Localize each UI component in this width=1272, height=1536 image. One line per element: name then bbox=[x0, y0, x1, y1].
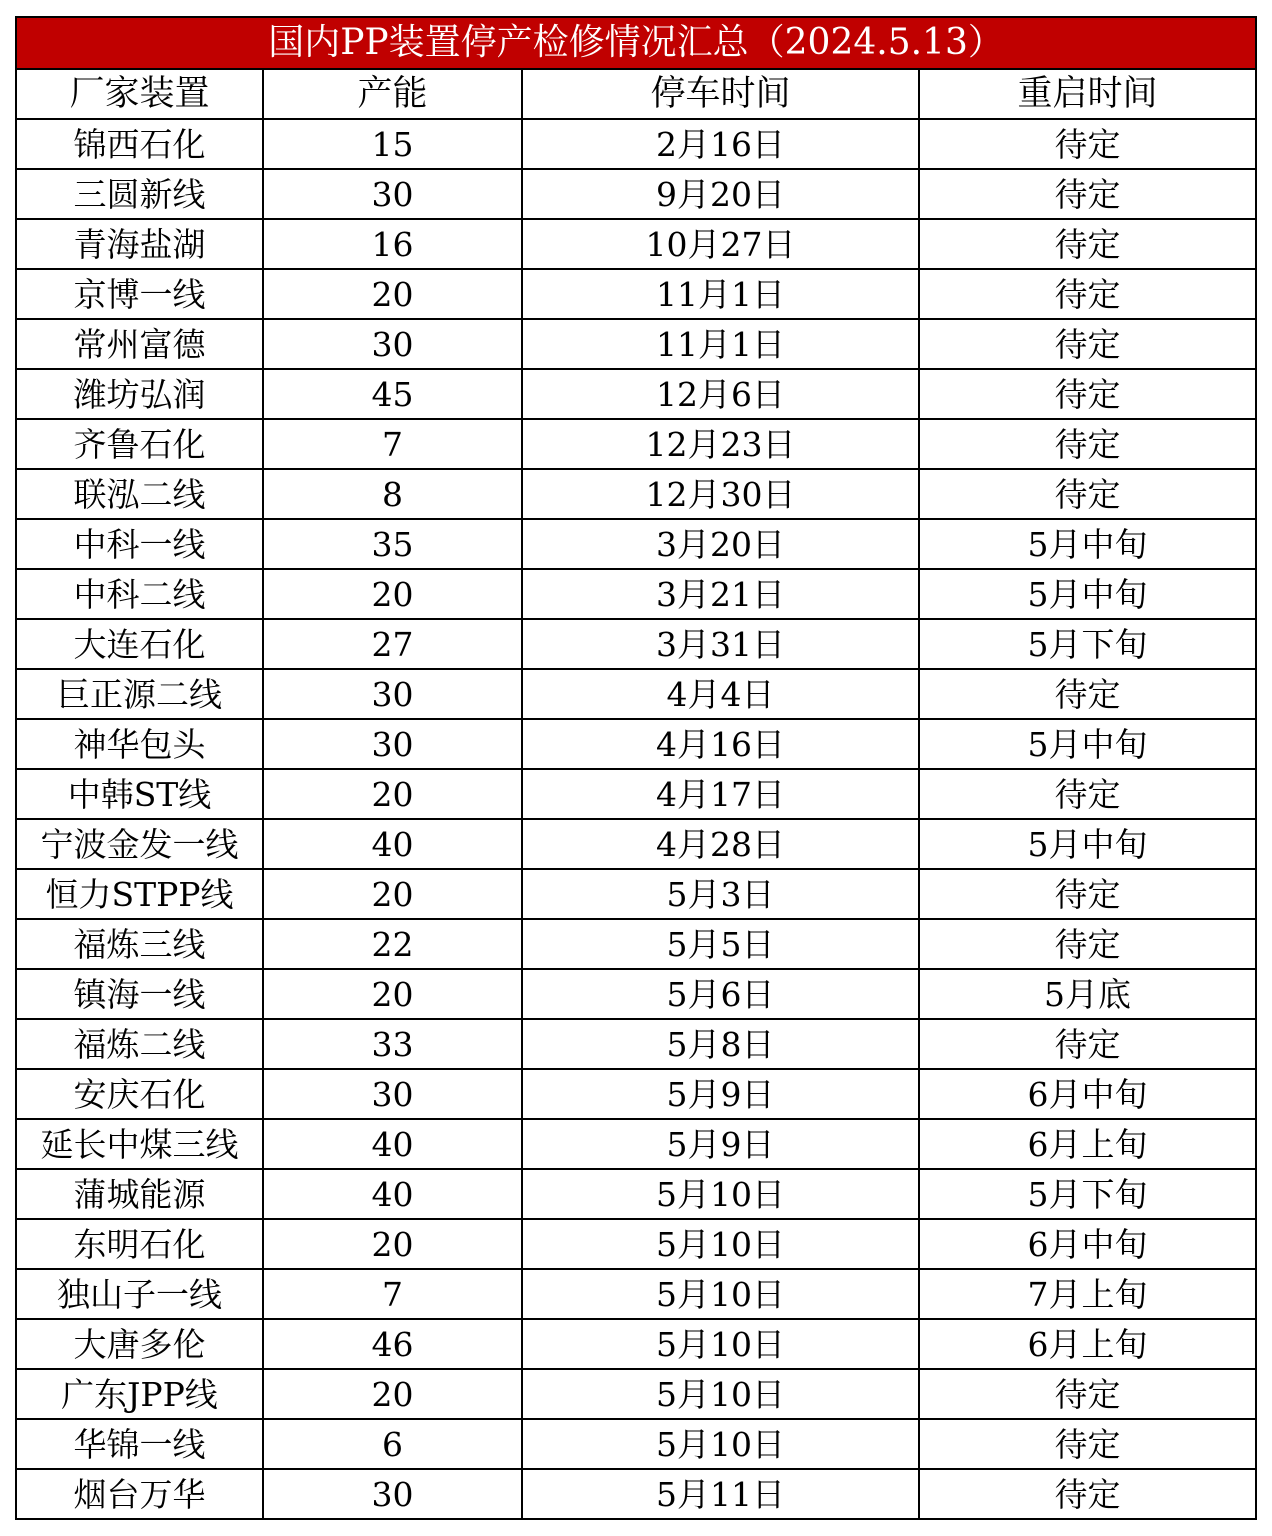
restart-time-cell: 待定 bbox=[919, 269, 1256, 319]
plant-cell: 安庆石化 bbox=[16, 1069, 263, 1119]
stop-time-cell: 2月16日 bbox=[522, 119, 919, 169]
restart-time-cell: 6月中旬 bbox=[919, 1069, 1256, 1119]
capacity-cell: 20 bbox=[263, 569, 522, 619]
capacity-cell: 30 bbox=[263, 1069, 522, 1119]
plant-cell: 延长中煤三线 bbox=[16, 1119, 263, 1169]
table-row bbox=[16, 1419, 1256, 1469]
table-row bbox=[16, 769, 1256, 819]
stop-time-cell: 4月17日 bbox=[522, 769, 919, 819]
capacity-cell: 40 bbox=[263, 1169, 522, 1219]
restart-time-cell: 待定 bbox=[919, 369, 1256, 419]
plant-cell: 常州富德 bbox=[16, 319, 263, 369]
plant-cell: 齐鲁石化 bbox=[16, 419, 263, 469]
plant-cell: 镇海一线 bbox=[16, 969, 263, 1019]
plant-cell: 华锦一线 bbox=[16, 1419, 263, 1469]
stop-time-cell: 5月10日 bbox=[522, 1419, 919, 1469]
plant-cell: 神华包头 bbox=[16, 719, 263, 769]
restart-time-cell: 7月上旬 bbox=[919, 1269, 1256, 1319]
restart-time-cell: 待定 bbox=[919, 1369, 1256, 1419]
stop-time-cell: 4月16日 bbox=[522, 719, 919, 769]
plant-cell: 锦西石化 bbox=[16, 119, 263, 169]
table-row bbox=[16, 1069, 1256, 1119]
stop-time-cell: 9月20日 bbox=[522, 169, 919, 219]
restart-time-cell: 6月上旬 bbox=[919, 1319, 1256, 1369]
stop-time-cell: 11月1日 bbox=[522, 269, 919, 319]
restart-time-cell: 5月下旬 bbox=[919, 619, 1256, 669]
stop-time-cell: 4月4日 bbox=[522, 669, 919, 719]
restart-time-cell: 待定 bbox=[919, 1419, 1256, 1469]
stop-time-cell: 5月6日 bbox=[522, 969, 919, 1019]
stop-time-cell: 5月10日 bbox=[522, 1319, 919, 1369]
table-row bbox=[16, 569, 1256, 619]
capacity-cell: 6 bbox=[263, 1419, 522, 1469]
table-row bbox=[16, 1219, 1256, 1269]
table-row bbox=[16, 1319, 1256, 1369]
restart-time-cell: 6月中旬 bbox=[919, 1219, 1256, 1269]
capacity-cell: 20 bbox=[263, 869, 522, 919]
plant-cell: 大唐多伦 bbox=[16, 1319, 263, 1369]
plant-cell: 蒲城能源 bbox=[16, 1169, 263, 1219]
stop-time-cell: 12月30日 bbox=[522, 469, 919, 519]
restart-time-cell: 6月上旬 bbox=[919, 1119, 1256, 1169]
capacity-cell: 22 bbox=[263, 919, 522, 969]
table-title: 国内PP装置停产检修情况汇总（2024.5.13） bbox=[16, 17, 1256, 69]
stop-time-cell: 3月21日 bbox=[522, 569, 919, 619]
restart-time-cell: 待定 bbox=[919, 319, 1256, 369]
restart-time-cell: 待定 bbox=[919, 769, 1256, 819]
stop-time-cell: 5月9日 bbox=[522, 1119, 919, 1169]
stop-time-cell: 5月10日 bbox=[522, 1169, 919, 1219]
stop-time-cell: 5月8日 bbox=[522, 1019, 919, 1069]
table-row bbox=[16, 369, 1256, 419]
capacity-cell: 33 bbox=[263, 1019, 522, 1069]
table-row bbox=[16, 519, 1256, 569]
restart-time-cell: 5月中旬 bbox=[919, 519, 1256, 569]
table-row bbox=[16, 219, 1256, 269]
maintenance-table bbox=[15, 16, 1257, 1520]
capacity-cell: 35 bbox=[263, 519, 522, 569]
restart-time-cell: 5月中旬 bbox=[919, 819, 1256, 869]
capacity-cell: 30 bbox=[263, 319, 522, 369]
restart-time-cell: 待定 bbox=[919, 1019, 1256, 1069]
restart-time-cell: 待定 bbox=[919, 219, 1256, 269]
restart-time-cell: 待定 bbox=[919, 919, 1256, 969]
plant-cell: 烟台万华 bbox=[16, 1469, 263, 1519]
capacity-cell: 30 bbox=[263, 669, 522, 719]
capacity-cell: 20 bbox=[263, 769, 522, 819]
table-row bbox=[16, 719, 1256, 769]
table-row bbox=[16, 1269, 1256, 1319]
table-body bbox=[16, 119, 1256, 1519]
capacity-cell: 20 bbox=[263, 1369, 522, 1419]
capacity-cell: 30 bbox=[263, 719, 522, 769]
column-header-capacity: 产能 bbox=[263, 69, 522, 119]
restart-time-cell: 待定 bbox=[919, 669, 1256, 719]
restart-time-cell: 待定 bbox=[919, 1469, 1256, 1519]
capacity-cell: 45 bbox=[263, 369, 522, 419]
column-header-stop-time: 停车时间 bbox=[522, 69, 919, 119]
table-row bbox=[16, 1369, 1256, 1419]
capacity-cell: 27 bbox=[263, 619, 522, 669]
table-row bbox=[16, 1469, 1256, 1519]
plant-cell: 潍坊弘润 bbox=[16, 369, 263, 419]
plant-cell: 宁波金发一线 bbox=[16, 819, 263, 869]
stop-time-cell: 3月20日 bbox=[522, 519, 919, 569]
table-row bbox=[16, 669, 1256, 719]
table-row bbox=[16, 869, 1256, 919]
plant-cell: 福炼二线 bbox=[16, 1019, 263, 1069]
capacity-cell: 40 bbox=[263, 1119, 522, 1169]
column-header-plant: 厂家装置 bbox=[16, 69, 263, 119]
stop-time-cell: 5月9日 bbox=[522, 1069, 919, 1119]
table-row bbox=[16, 1019, 1256, 1069]
capacity-cell: 30 bbox=[263, 169, 522, 219]
table-row bbox=[16, 119, 1256, 169]
capacity-cell: 8 bbox=[263, 469, 522, 519]
table-row bbox=[16, 919, 1256, 969]
table-row bbox=[16, 619, 1256, 669]
plant-cell: 恒力STPP线 bbox=[16, 869, 263, 919]
stop-time-cell: 5月10日 bbox=[522, 1269, 919, 1319]
stop-time-cell: 5月10日 bbox=[522, 1219, 919, 1269]
restart-time-cell: 5月下旬 bbox=[919, 1169, 1256, 1219]
plant-cell: 京博一线 bbox=[16, 269, 263, 319]
capacity-cell: 20 bbox=[263, 969, 522, 1019]
capacity-cell: 20 bbox=[263, 1219, 522, 1269]
restart-time-cell: 5月中旬 bbox=[919, 569, 1256, 619]
table-row bbox=[16, 469, 1256, 519]
capacity-cell: 7 bbox=[263, 419, 522, 469]
stop-time-cell: 11月1日 bbox=[522, 319, 919, 369]
stop-time-cell: 12月6日 bbox=[522, 369, 919, 419]
plant-cell: 中韩ST线 bbox=[16, 769, 263, 819]
plant-cell: 巨正源二线 bbox=[16, 669, 263, 719]
capacity-cell: 16 bbox=[263, 219, 522, 269]
plant-cell: 三圆新线 bbox=[16, 169, 263, 219]
table-row bbox=[16, 419, 1256, 469]
stop-time-cell: 5月3日 bbox=[522, 869, 919, 919]
plant-cell: 联泓二线 bbox=[16, 469, 263, 519]
stop-time-cell: 5月10日 bbox=[522, 1369, 919, 1419]
stop-time-cell: 5月11日 bbox=[522, 1469, 919, 1519]
restart-time-cell: 5月中旬 bbox=[919, 719, 1256, 769]
restart-time-cell: 5月底 bbox=[919, 969, 1256, 1019]
plant-cell: 大连石化 bbox=[16, 619, 263, 669]
column-header-row bbox=[16, 69, 1256, 119]
capacity-cell: 7 bbox=[263, 1269, 522, 1319]
table-row bbox=[16, 1119, 1256, 1169]
plant-cell: 中科一线 bbox=[16, 519, 263, 569]
table-row bbox=[16, 969, 1256, 1019]
plant-cell: 独山子一线 bbox=[16, 1269, 263, 1319]
restart-time-cell: 待定 bbox=[919, 869, 1256, 919]
stop-time-cell: 4月28日 bbox=[522, 819, 919, 869]
restart-time-cell: 待定 bbox=[919, 169, 1256, 219]
restart-time-cell: 待定 bbox=[919, 469, 1256, 519]
stop-time-cell: 3月31日 bbox=[522, 619, 919, 669]
stop-time-cell: 12月23日 bbox=[522, 419, 919, 469]
stop-time-cell: 5月5日 bbox=[522, 919, 919, 969]
column-header-restart-time: 重启时间 bbox=[919, 69, 1256, 119]
capacity-cell: 40 bbox=[263, 819, 522, 869]
capacity-cell: 20 bbox=[263, 269, 522, 319]
plant-cell: 广东JPP线 bbox=[16, 1369, 263, 1419]
capacity-cell: 46 bbox=[263, 1319, 522, 1369]
table-row bbox=[16, 269, 1256, 319]
plant-cell: 青海盐湖 bbox=[16, 219, 263, 269]
capacity-cell: 30 bbox=[263, 1469, 522, 1519]
stop-time-cell: 10月27日 bbox=[522, 219, 919, 269]
plant-cell: 福炼三线 bbox=[16, 919, 263, 969]
table-row bbox=[16, 1169, 1256, 1219]
table-row bbox=[16, 819, 1256, 869]
table-row bbox=[16, 169, 1256, 219]
table-row bbox=[16, 319, 1256, 369]
plant-cell: 中科二线 bbox=[16, 569, 263, 619]
restart-time-cell: 待定 bbox=[919, 419, 1256, 469]
restart-time-cell: 待定 bbox=[919, 119, 1256, 169]
capacity-cell: 15 bbox=[263, 119, 522, 169]
plant-cell: 东明石化 bbox=[16, 1219, 263, 1269]
